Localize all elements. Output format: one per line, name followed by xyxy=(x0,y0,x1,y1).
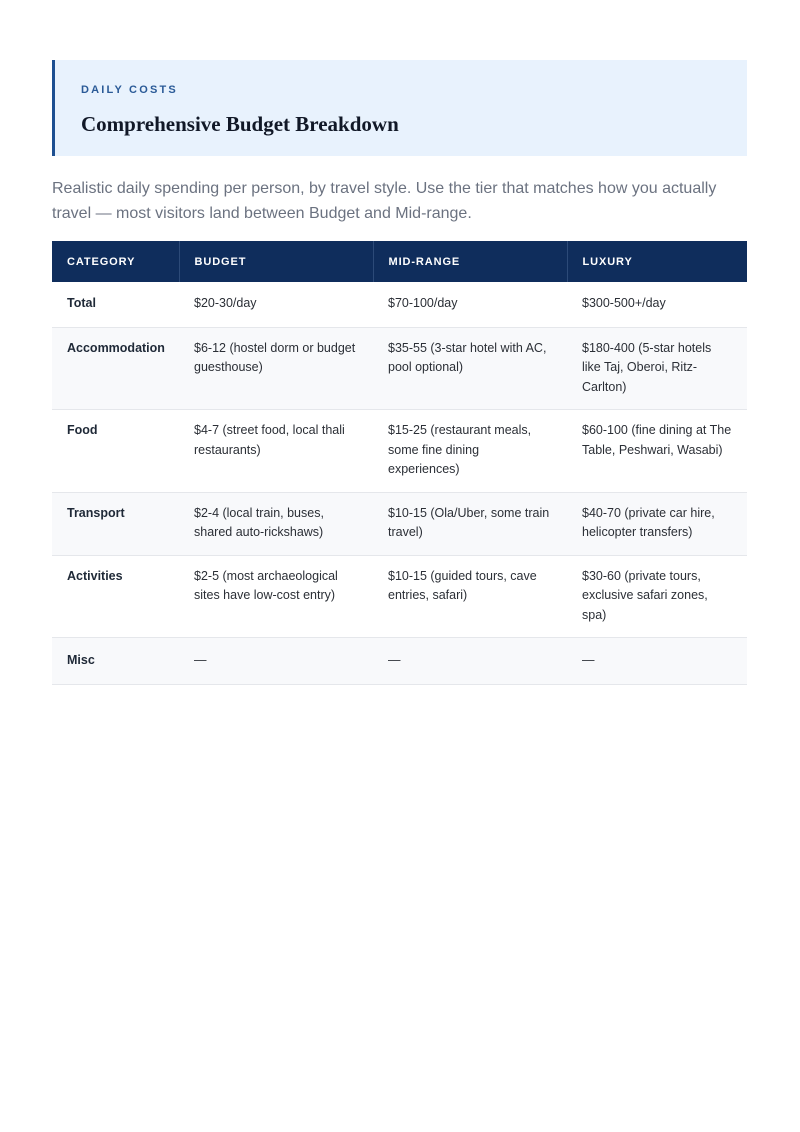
row-category: Transport xyxy=(52,492,179,555)
mid-range-cell: $10-15 (Ola/Uber, some train travel) xyxy=(373,492,567,555)
table-row xyxy=(52,492,747,555)
section-eyebrow: DAILY COSTS xyxy=(81,84,178,96)
budget-cell: $2-5 (most archaeological sites have low-cost entry) xyxy=(179,555,373,638)
budget-cell: — xyxy=(179,638,373,685)
mid-range-cell: — xyxy=(373,638,567,685)
column-header-mid-range: MID-RANGE xyxy=(373,241,567,282)
budget-section xyxy=(52,60,747,685)
luxury-cell: $300-500+/day xyxy=(567,282,747,327)
column-header-category: CATEGORY xyxy=(52,241,179,282)
budget-cell: $6-12 (hostel dorm or budget guesthouse) xyxy=(179,327,373,410)
mid-range-cell: $10-15 (guided tours, cave entries, safari) xyxy=(373,555,567,638)
luxury-cell: $180-400 (5-star hotels like Taj, Oberoi, Ritz-Carlton) xyxy=(567,327,747,410)
luxury-cell: $60-100 (fine dining at The Table, Peshwari, Wasabi) xyxy=(567,410,747,493)
table-row xyxy=(52,410,747,493)
row-category: Total xyxy=(52,282,179,327)
table-row xyxy=(52,327,747,410)
section-title: Comprehensive Budget Breakdown xyxy=(81,112,399,136)
table-header xyxy=(52,241,747,282)
mid-range-cell: $70-100/day xyxy=(373,282,567,327)
budget-cell: $4-7 (street food, local thali restaurants) xyxy=(179,410,373,493)
table-body xyxy=(52,282,747,684)
section-callout xyxy=(52,60,747,156)
mid-range-cell: $15-25 (restaurant meals, some fine dining experiences) xyxy=(373,410,567,493)
budget-cell: $20-30/day xyxy=(179,282,373,327)
row-category: Accommodation xyxy=(52,327,179,410)
luxury-cell: $40-70 (private car hire, helicopter transfers) xyxy=(567,492,747,555)
budget-cell: $2-4 (local train, buses, shared auto-rickshaws) xyxy=(179,492,373,555)
table-header-row xyxy=(52,241,747,282)
table-row xyxy=(52,555,747,638)
table-row xyxy=(52,638,747,685)
luxury-cell: — xyxy=(567,638,747,685)
row-category: Activities xyxy=(52,555,179,638)
budget-table xyxy=(52,241,747,685)
mid-range-cell: $35-55 (3-star hotel with AC, pool optional) xyxy=(373,327,567,410)
column-header-luxury: LUXURY xyxy=(567,241,747,282)
luxury-cell: $30-60 (private tours, exclusive safari zones, spa) xyxy=(567,555,747,638)
table-row xyxy=(52,282,747,327)
row-category: Misc xyxy=(52,638,179,685)
row-category: Food xyxy=(52,410,179,493)
intro-paragraph: Realistic daily spending per person, by travel style. Use the tier that matches how you actually travel — most visitors land between Budget and Mid-range. xyxy=(52,180,717,222)
column-header-budget: BUDGET xyxy=(179,241,373,282)
